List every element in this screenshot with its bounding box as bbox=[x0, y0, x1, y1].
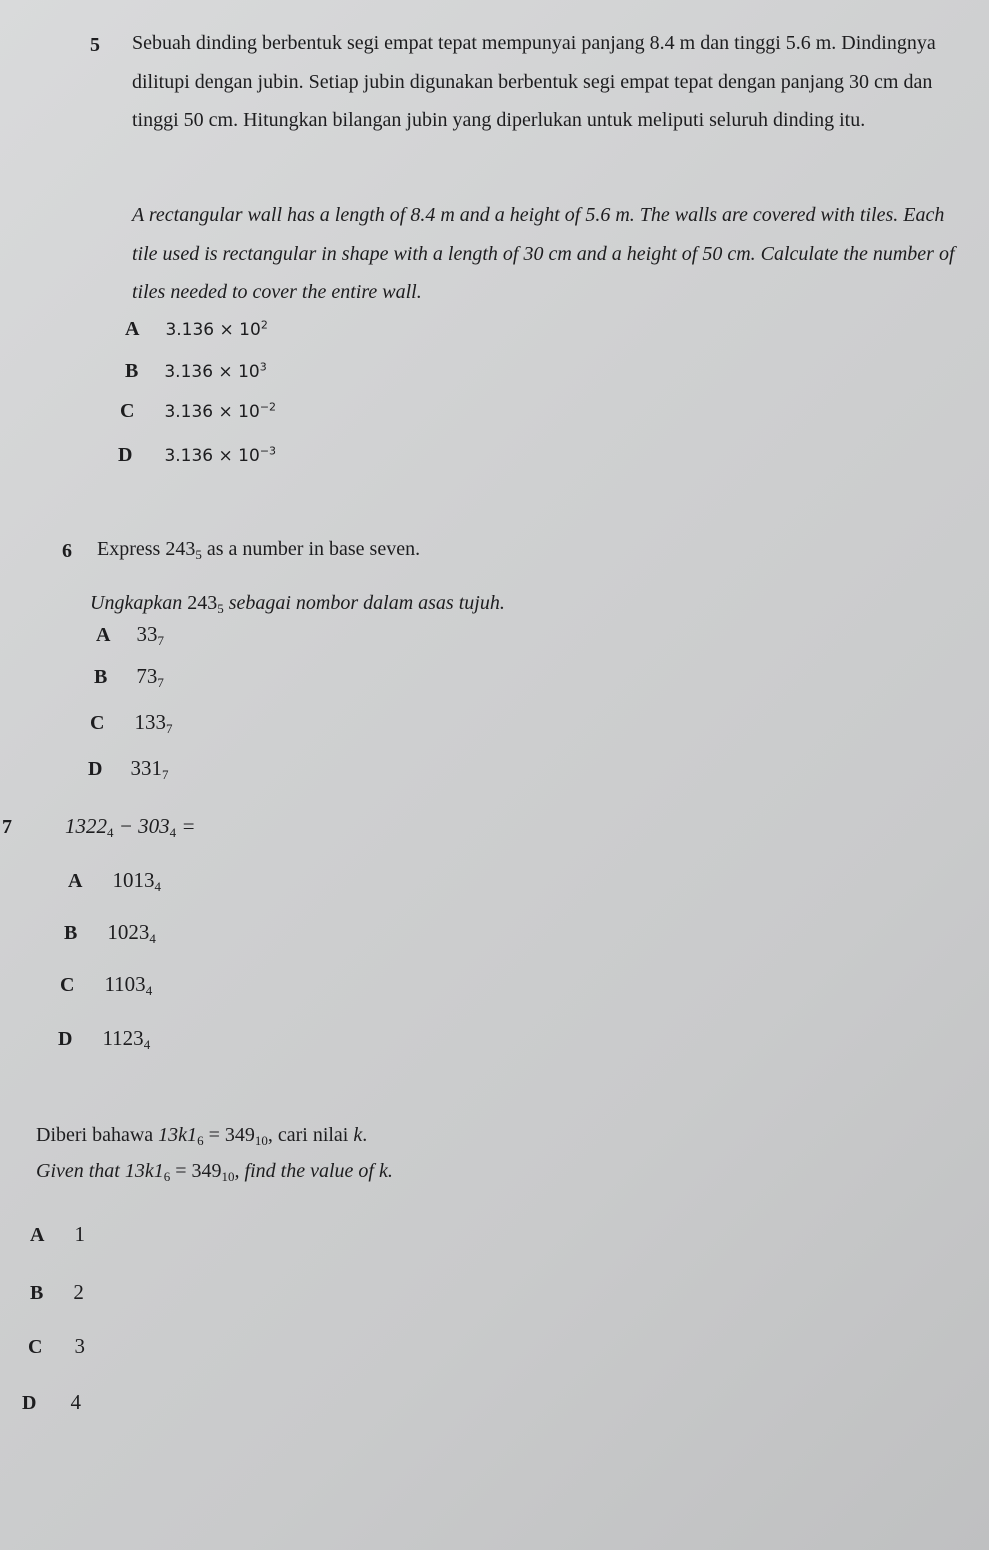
option-letter: C bbox=[60, 974, 75, 996]
option-letter: C bbox=[28, 1336, 43, 1358]
option-value: $73_7$ bbox=[136, 664, 164, 690]
option-letter: D bbox=[88, 758, 103, 780]
option-value: $331_7$ bbox=[130, 756, 169, 782]
option-letter: A bbox=[125, 318, 140, 340]
option-letter: A bbox=[68, 870, 83, 892]
q7-option-a[interactable] bbox=[68, 868, 161, 895]
option-letter: D bbox=[22, 1392, 37, 1414]
q6-number: 6 bbox=[62, 540, 72, 562]
option-letter: B bbox=[64, 922, 78, 944]
q6-english-text: Express $243_5$ as a number in base seven. bbox=[97, 538, 421, 562]
option-letter: D bbox=[118, 444, 133, 466]
option-value: 2 bbox=[73, 1280, 84, 1304]
q5-malay-text: Sebuah dinding berbentuk segi empat tepat mempunyai panjang 8.4 m dan tinggi 5.6 m. Dindingnya dilitupi dengan jubin. Setiap jubin digunakan berbentuk segi empat tepat dengan panjang 30 cm dan tinggi 50 cm. Hitungkan bilangan jubin yang diperlukan untuk meliputi seluruh dinding itu. bbox=[132, 32, 936, 131]
q5-english-text: A rectangular wall has a length of 8.4 m and a height of 5.6 m. The walls are covered with tiles. Each tile used is rectangular in shape with a length of 30 cm and a height of 50 cm. Calculate the number of tiles needed to cover the entire wall. bbox=[132, 204, 955, 303]
q6-option-a[interactable] bbox=[96, 622, 164, 649]
option-letter: B bbox=[30, 1282, 44, 1304]
q5-option-d[interactable] bbox=[118, 444, 276, 467]
option-value: $1023_4$ bbox=[107, 920, 156, 946]
q8-option-c[interactable] bbox=[28, 1334, 85, 1359]
option-value: $1103_4$ bbox=[104, 972, 153, 998]
q8-malay-text: Diberi bahawa $13k1_6 = 349_{10}$, cari nilai k. bbox=[36, 1124, 368, 1148]
option-value: $3.136 \times 10^3$ bbox=[164, 360, 267, 382]
option-letter: B bbox=[94, 666, 108, 688]
option-value: 1 bbox=[74, 1222, 85, 1246]
q7-option-d[interactable] bbox=[58, 1026, 150, 1053]
option-letter: A bbox=[96, 624, 111, 646]
q6-option-d[interactable] bbox=[88, 756, 168, 783]
q8-option-d[interactable] bbox=[22, 1390, 81, 1415]
option-value: $33_7$ bbox=[136, 622, 164, 648]
q8-option-a[interactable] bbox=[30, 1222, 85, 1247]
option-value: $1123_4$ bbox=[102, 1026, 151, 1052]
q7-option-b[interactable] bbox=[64, 920, 156, 947]
option-value: $1013_4$ bbox=[112, 868, 161, 894]
option-letter: D bbox=[58, 1028, 73, 1050]
option-value: $3.136 \times 10^{-2}$ bbox=[164, 400, 277, 422]
option-letter: A bbox=[30, 1224, 45, 1246]
option-value: 4 bbox=[70, 1390, 81, 1414]
q5-option-a[interactable] bbox=[125, 318, 268, 341]
option-value: $3.136 \times 10^{-3}$ bbox=[164, 444, 277, 466]
q8-english-text: Given that $13k1_6 = 349_{10}$, find the value of k. bbox=[36, 1160, 393, 1184]
option-letter: C bbox=[120, 400, 135, 422]
option-value: $133_7$ bbox=[134, 710, 173, 736]
q5-option-b[interactable] bbox=[125, 360, 267, 383]
q5-option-c[interactable] bbox=[120, 400, 276, 423]
q6-malay-text: Ungkapkan $243_5$ sebagai nombor dalam asas tujuh. bbox=[90, 592, 505, 616]
q7-expression: $1322_4 - 303_4$ = bbox=[65, 814, 196, 840]
q6-option-b[interactable] bbox=[94, 664, 164, 691]
option-value: 3 bbox=[74, 1334, 85, 1358]
q7-option-c[interactable] bbox=[60, 972, 152, 999]
q8-option-b[interactable] bbox=[30, 1280, 84, 1305]
q7-number: 7 bbox=[2, 816, 12, 838]
q6-option-c[interactable] bbox=[90, 710, 172, 737]
option-letter: B bbox=[125, 360, 139, 382]
q5-number: 5 bbox=[90, 34, 100, 56]
option-value: $3.136 \times 10^2$ bbox=[165, 318, 268, 340]
option-letter: C bbox=[90, 712, 105, 734]
